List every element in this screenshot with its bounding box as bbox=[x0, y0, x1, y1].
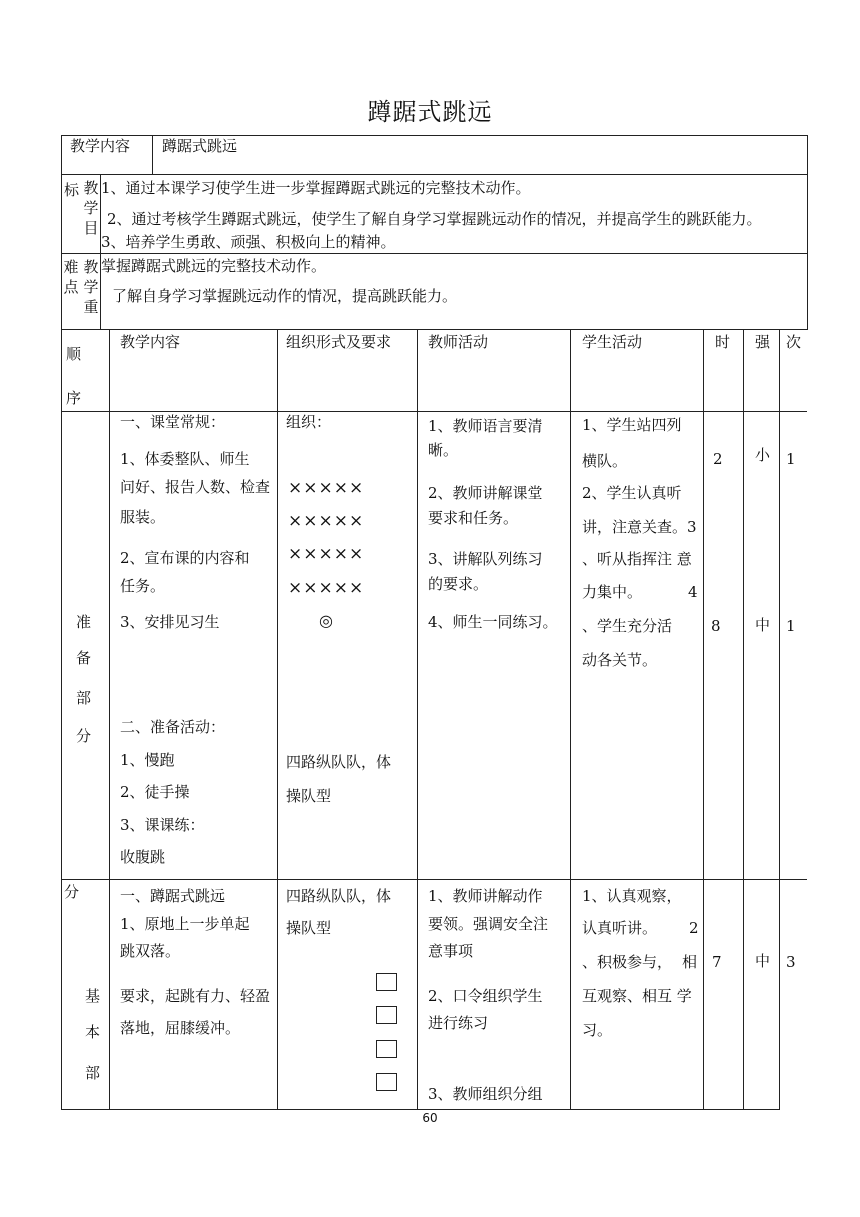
column-student: 学生活动 bbox=[582, 333, 643, 351]
basic-student-line: 认真听讲。 bbox=[582, 919, 658, 937]
prep-content-line: 1、慢跑 bbox=[120, 751, 175, 769]
prep-content-line: 问好、报告人数、检查 bbox=[120, 478, 271, 496]
objective-2: 2、通过考核学生蹲踞式跳远，使学生了解自身学习掌握跳远动作的情况，并提高学生的跳跃能力。 bbox=[107, 210, 762, 228]
basic-content-line: 要求，起跳有力、轻盈 bbox=[120, 987, 271, 1005]
key-point-1: 掌握蹲踞式跳远的完整技术动作。 bbox=[101, 257, 327, 275]
column-organization: 组织形式及要求 bbox=[286, 333, 392, 351]
basic-content-line: 1、原地上一步单起 bbox=[120, 915, 250, 933]
basic-time: 7 bbox=[712, 953, 722, 971]
prep-student-line: 1、学生站四列 bbox=[582, 416, 682, 434]
prep-content-line: 二、准备活动： bbox=[120, 718, 226, 736]
prep-content-line: 1、体委整队、师生 bbox=[120, 450, 250, 468]
formation-row: ××××× bbox=[288, 511, 365, 531]
mat-square-icon bbox=[376, 973, 397, 991]
prep-student-line: 、听从指挥注 意 bbox=[582, 550, 692, 568]
page-title: 蹲踞式跳远 bbox=[367, 98, 493, 126]
column-order-b: 序 bbox=[66, 389, 82, 407]
prep-count-2: 1 bbox=[786, 617, 796, 635]
prep-student-line: 2、学生认真听 bbox=[582, 484, 682, 502]
prep-intensity-1: 小 bbox=[755, 446, 771, 464]
prep-teacher-line: 的要求。 bbox=[428, 575, 489, 593]
prep-section-char: 分 bbox=[76, 727, 92, 745]
prep-content-line: 3、安排见习生 bbox=[120, 613, 220, 631]
column-teacher: 教师活动 bbox=[428, 333, 489, 351]
basic-content-line: 跳双落。 bbox=[120, 942, 181, 960]
prep-content-line: 一、课堂常规： bbox=[120, 413, 226, 431]
basic-student-line: 2 bbox=[689, 919, 699, 937]
key-point-2: 了解自身学习掌握跳远动作的情况，提高跳跃能力。 bbox=[112, 287, 458, 305]
formation-row: ××××× bbox=[288, 478, 365, 498]
prep-section-char: 备 bbox=[76, 649, 92, 667]
prep-content-line: 2、宣布课的内容和 bbox=[120, 549, 250, 567]
prep-org-note: 四路纵队队，体 bbox=[286, 753, 392, 771]
prep-teacher-line: 1、教师语言要清 bbox=[428, 417, 543, 435]
basic-intensity: 中 bbox=[755, 952, 771, 970]
prep-student-line: 力集中。 bbox=[582, 583, 643, 601]
prep-student-line: 横队。 bbox=[582, 452, 628, 470]
basic-section-char: 基 bbox=[85, 987, 101, 1005]
prep-student-line: 、学生充分活 bbox=[582, 617, 673, 635]
formation-row: ××××× bbox=[288, 578, 365, 598]
objectives-label-b: 教学目 bbox=[83, 179, 99, 237]
prep-time-2: 8 bbox=[711, 617, 721, 635]
basic-student-line: 1、认真观察， bbox=[582, 887, 682, 905]
objectives-label-a: 标 bbox=[64, 181, 80, 199]
column-count: 次 bbox=[786, 333, 802, 351]
prep-content-line: 2、徒手操 bbox=[120, 783, 190, 801]
prep-student-line: 讲，注意关查。3 bbox=[582, 518, 697, 536]
prep-org-label: 组织： bbox=[286, 413, 332, 431]
column-time: 时 bbox=[715, 333, 731, 351]
basic-count: 3 bbox=[786, 953, 796, 971]
mat-square-icon bbox=[376, 1040, 397, 1058]
prep-section-char: 部 bbox=[76, 689, 92, 707]
formation-row: ××××× bbox=[288, 544, 365, 564]
prep-content-line: 任务。 bbox=[120, 577, 166, 595]
basic-org-line: 四路纵队队，体 bbox=[286, 887, 392, 905]
content-value: 蹲踞式跳远 bbox=[162, 137, 238, 155]
objective-1: 1、通过本课学习使学生进一步掌握蹲踞式跳远的完整技术动作。 bbox=[101, 179, 531, 197]
basic-student-line: 习。 bbox=[582, 1021, 613, 1039]
key-label-b: 教学重 bbox=[83, 258, 99, 316]
mat-square-icon bbox=[376, 1073, 397, 1091]
mat-square-icon bbox=[376, 1006, 397, 1024]
basic-teacher-line: 意事项 bbox=[428, 942, 474, 960]
prep-teacher-line: 3、讲解队列练习 bbox=[428, 550, 543, 568]
prep-content-line: 服装。 bbox=[120, 508, 166, 526]
prep-student-line: 动各关节。 bbox=[582, 651, 658, 669]
column-intensity: 强 bbox=[755, 333, 771, 351]
basic-section-char: 部 bbox=[85, 1064, 101, 1082]
prep-teacher-line: 晰。 bbox=[428, 441, 459, 459]
objective-3: 3、培养学生勇敢、顽强、积极向上的精神。 bbox=[101, 233, 396, 251]
page-number: 60 bbox=[422, 1111, 438, 1125]
prep-org-note: 操队型 bbox=[286, 787, 332, 805]
column-order-a: 顺 bbox=[66, 345, 82, 363]
basic-teacher-line: 进行练习 bbox=[428, 1014, 489, 1032]
prep-time-1: 2 bbox=[713, 450, 723, 468]
prep-teacher-line: 2、教师讲解课堂 bbox=[428, 484, 543, 502]
prep-intensity-2: 中 bbox=[755, 616, 771, 634]
basic-teacher-line: 2、口令组织学生 bbox=[428, 987, 543, 1005]
prep-teacher-line: 4、师生一同练习。 bbox=[428, 613, 558, 631]
teacher-position-mark: ◎ bbox=[319, 611, 333, 630]
basic-content-line: 落地，屈膝缓冲。 bbox=[120, 1019, 241, 1037]
prep-teacher-line: 要求和任务。 bbox=[428, 509, 519, 527]
key-label-a: 难点 bbox=[63, 258, 79, 296]
content-label: 教学内容 bbox=[70, 137, 131, 155]
basic-teacher-line: 要领。强调安全注 bbox=[428, 915, 549, 933]
prep-section-char: 准 bbox=[76, 613, 92, 631]
prep-content-line: 3、课课练： bbox=[120, 816, 205, 834]
basic-content-line: 一、蹲踞式跳远 bbox=[120, 887, 226, 905]
basic-org-line: 操队型 bbox=[286, 919, 332, 937]
prep-student-line: 4 bbox=[688, 583, 698, 601]
prep-content-line: 收腹跳 bbox=[120, 848, 166, 866]
basic-teacher-line: 3、教师组织分组 bbox=[428, 1085, 543, 1103]
basic-section-char: 本 bbox=[85, 1023, 101, 1041]
basic-teacher-line: 1、教师讲解动作 bbox=[428, 887, 543, 905]
basic-section-char: 分 bbox=[64, 883, 80, 901]
prep-count-1: 1 bbox=[786, 450, 796, 468]
basic-student-line: 、积极参与， bbox=[582, 953, 673, 971]
basic-student-line: 相 bbox=[682, 953, 698, 971]
basic-student-line: 互观察、相互 学 bbox=[582, 987, 692, 1005]
column-content: 教学内容 bbox=[120, 333, 181, 351]
